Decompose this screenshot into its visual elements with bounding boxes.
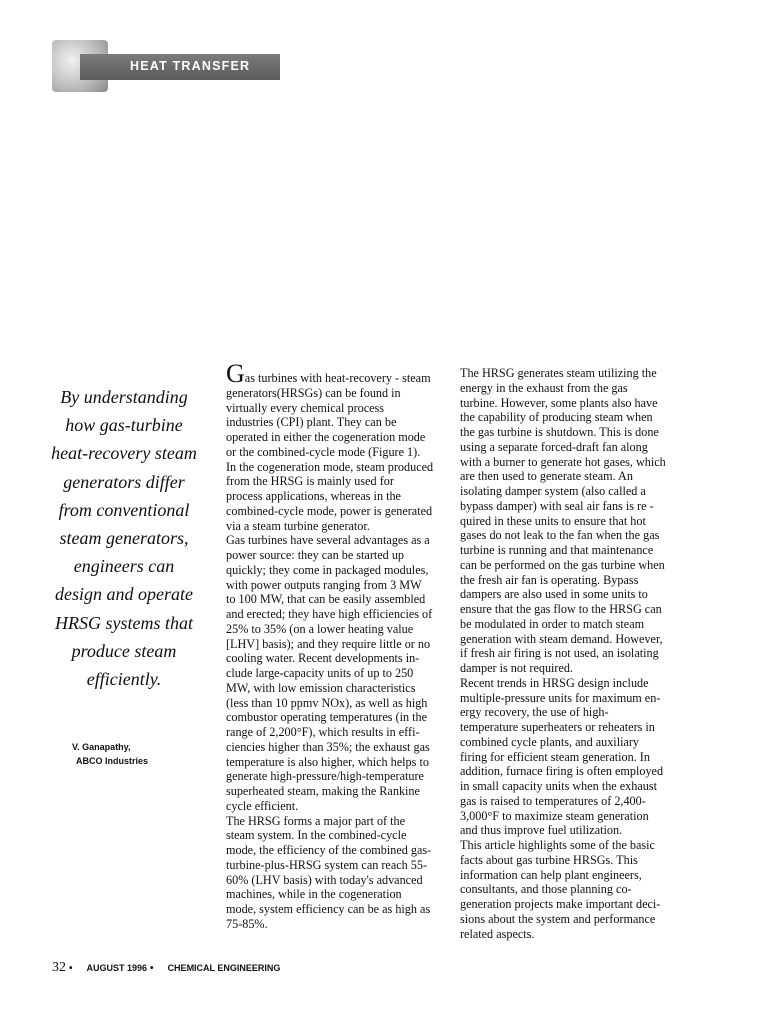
text-line: [LHV] basis); and they require little or no	[226, 636, 431, 651]
text-line: ensure that the gas flow to the HRSG can	[460, 602, 662, 616]
text-line: facts about gas turbine HRSGs. This	[460, 852, 638, 867]
text-line: gases do not leak to the fan when the gas	[460, 528, 660, 543]
text-line: related aspects.	[460, 926, 535, 941]
pull-quote-line: how gas-turbine	[65, 415, 183, 436]
text-line: process applications, whereas in the	[226, 489, 401, 503]
page-number: 32	[52, 960, 66, 975]
text-line: the fresh air fan is operating. Bypass	[460, 572, 639, 587]
text-line: operated in either the cogeneration mode	[226, 430, 426, 444]
text-line: combined cycle plants, and auxiliary	[460, 734, 640, 749]
text-line: bypass damper) with seal air fans is re -	[460, 498, 654, 513]
pull-quote-line: steam generators,	[59, 528, 189, 549]
text-line: 25% to 35% (on a lower heating value	[226, 621, 414, 636]
text-line: with a burner to generate hot gases, which	[460, 454, 666, 469]
text-line: sions about the system and performance	[460, 911, 656, 926]
text-line: if fresh air firing is not used, an isolating	[460, 646, 659, 661]
text-line: ergy recovery, the use of high-	[460, 705, 609, 720]
pull-quote-line: By understanding	[60, 387, 188, 407]
section-header-banner	[52, 40, 280, 92]
text-line: MW, with low emission characteristics	[226, 680, 416, 695]
text-line: the gas turbine is shutdown. This is done	[460, 425, 659, 439]
text-line: generation projects make important deci-	[460, 897, 661, 911]
text-line: isolating damper system (also called a	[460, 484, 646, 498]
text-line: This article highlights some of the basic	[460, 838, 655, 852]
text-line: The HRSG forms a major part of the	[226, 813, 406, 828]
text-line: Gas turbines have several advantages as a	[226, 533, 430, 548]
text-line: superheated steam, making the Rankine	[226, 784, 420, 798]
pull-quote-line: HRSG systems that	[55, 612, 193, 633]
text-line: quickly; they come in packaged modules,	[226, 562, 429, 577]
section-label: HEAT TRANSFER	[130, 59, 251, 73]
text-line: 60% (LHV basis) with today's advanced	[226, 872, 423, 887]
text-line: gas is raised to temperatures of 2,400-	[460, 793, 646, 808]
text-line: machines, while in the cogeneration	[226, 887, 402, 902]
text-line: or the combined-cycle mode (Figure 1).	[226, 444, 421, 459]
article-column-2	[460, 366, 682, 941]
text-line: generate high-pressure/high-temperature	[226, 769, 424, 784]
text-line: generation with steam demand. However,	[460, 631, 663, 646]
text-line: via a steam turbine generator.	[226, 518, 370, 533]
pull-quote-line: produce steam	[71, 640, 177, 661]
text-line: steam system. In the combined-cycle	[226, 828, 407, 843]
text-line: cycle efficient.	[226, 798, 299, 813]
text-line: addition, furnace firing is often employed	[460, 764, 664, 779]
text-line: The HRSG generates steam utilizing the	[460, 366, 657, 380]
text-line: 75-85%.	[226, 916, 268, 931]
text-line: energy in the exhaust from the gas	[460, 380, 628, 395]
first-line-text: as turbines with heat-recovery - steam	[244, 371, 431, 385]
text-line: can be performed on the gas turbine when	[460, 557, 665, 572]
text-line: combustor operating temperatures (in the	[226, 710, 428, 725]
text-line: combined-cycle mode, power is generated	[226, 503, 433, 518]
author-byline	[72, 740, 148, 768]
text-line: cooling water. Recent developments in-	[226, 651, 420, 666]
pull-quote-line: efficiently.	[86, 669, 162, 690]
text-line: turbine. However, some plants also have	[460, 395, 658, 410]
footer-date: AUGUST 1996	[86, 963, 148, 973]
page-footer	[52, 958, 280, 976]
text-line: damper is not required.	[460, 661, 574, 675]
text-line: mode, the efficiency of the combined gas-	[226, 843, 432, 857]
pull-quote-line: from conventional	[58, 499, 190, 520]
text-line: are then used to generate steam. An	[460, 469, 633, 484]
text-line: be modulated in order to match steam	[460, 616, 645, 631]
first-line	[226, 359, 448, 388]
text-line: virtually every chemical process	[226, 400, 385, 415]
footer-bullet: •	[69, 963, 73, 974]
text-line: using a separate forced-draft fan along	[460, 439, 648, 454]
text-line: temperature superheaters or reheaters in	[460, 720, 655, 734]
text-line: information can help plant engineers,	[460, 867, 642, 882]
text-line: with power outputs ranging from 3 MW	[226, 577, 422, 592]
text-line: clude large-capacity units of up to 250	[226, 666, 414, 680]
text-line: In the cogeneration mode, steam produced	[226, 459, 434, 474]
text-line: firing for efficient steam generation. In	[460, 749, 650, 764]
pull-quote-line: design and operate	[55, 584, 193, 605]
text-line: range of 2,200°F), which results in effi-	[226, 725, 420, 739]
text-line: turbine is running and that maintenance	[460, 543, 654, 557]
text-line: power source: they can be started up	[226, 548, 405, 562]
text-line: Recent trends in HRSG design include	[460, 675, 649, 690]
pull-quote-line: generators differ	[63, 471, 185, 492]
text-line: to 100 MW, that can be easily assembled	[226, 592, 426, 607]
footer-publication: CHEMICAL ENGINEERING	[167, 963, 281, 973]
text-line: multiple-pressure units for maximum en-	[460, 690, 661, 705]
text-line: 3,000°F to maximize steam generation	[460, 808, 649, 823]
pull-quote-line: heat-recovery steam	[51, 443, 197, 464]
text-line: (less than 10 ppmv NOx), as well as high	[226, 695, 428, 710]
text-line: the capability of producing steam when	[460, 410, 653, 425]
author-affiliation: ABCO Industries	[76, 756, 149, 766]
text-line: and erected; they have high efficiencies of	[226, 607, 433, 621]
pull-quote	[44, 383, 204, 693]
text-line: ciencies higher than 35%; the exhaust gas	[226, 739, 430, 754]
text-line: quired in these units to ensure that hot	[460, 513, 646, 528]
footer-bullet: •	[150, 963, 154, 974]
text-line: mode, system efficiency can be as high as	[226, 902, 431, 916]
pull-quote-line: engineers can	[73, 556, 175, 577]
text-line: turbine-plus-HRSG system can reach 55-	[226, 857, 428, 872]
text-line: temperature is also higher, which helps to	[226, 754, 429, 769]
text-line: generators(HRSGs) can be found in	[226, 385, 401, 400]
drop-cap: G	[226, 359, 245, 388]
text-line: dampers are also used in some units to	[460, 587, 648, 602]
text-line: consultants, and those planning co-	[460, 882, 632, 897]
text-line: from the HRSG is mainly used for	[226, 474, 394, 489]
author-name: V. Ganapathy,	[72, 742, 131, 752]
text-line: in small capacity units when the exhaust	[460, 779, 657, 793]
text-line: industries (CPI) plant. They can be	[226, 415, 397, 430]
article-column-1	[226, 359, 448, 932]
text-line: and thus improve fuel utilization.	[460, 823, 623, 838]
